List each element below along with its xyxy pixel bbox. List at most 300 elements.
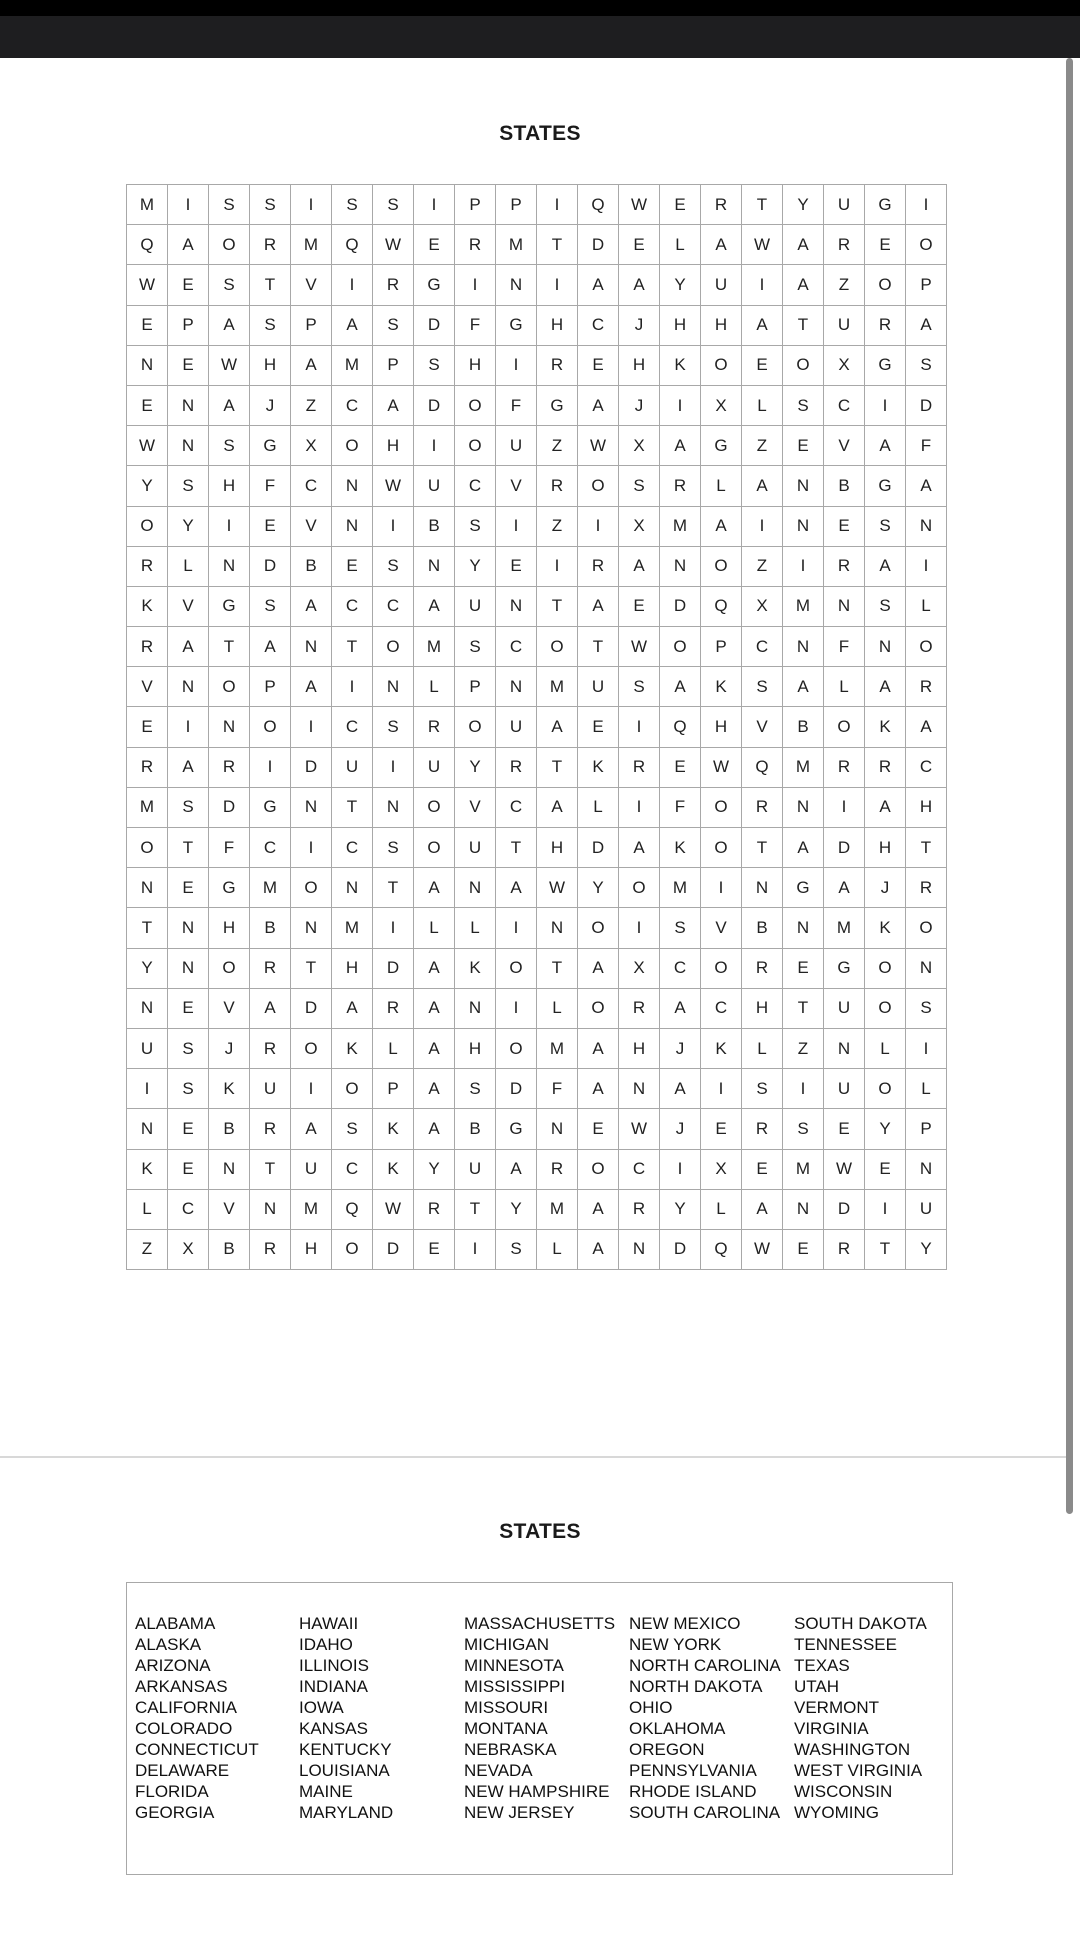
grid-cell: V (209, 1190, 250, 1230)
word-item: ALABAMA (135, 1614, 216, 1633)
word-item: WYOMING (794, 1803, 879, 1822)
grid-cell: Q (701, 587, 742, 627)
grid-cell: Z (742, 426, 783, 466)
grid-cell: R (537, 346, 578, 386)
grid-cell: F (906, 426, 947, 466)
grid-cell: I (619, 707, 660, 747)
grid-cell: O (701, 346, 742, 386)
grid-cell: N (537, 1109, 578, 1149)
grid-cell: N (496, 667, 537, 707)
grid-cell: R (373, 989, 414, 1029)
grid-cell: U (455, 828, 496, 868)
word-column (794, 1613, 927, 1823)
grid-cell: D (373, 1230, 414, 1270)
grid-cell: A (783, 667, 824, 707)
grid-cell: Y (127, 466, 168, 506)
grid-cell: I (742, 507, 783, 547)
grid-cell: I (250, 748, 291, 788)
grid-cell: A (373, 386, 414, 426)
grid-cell: T (742, 185, 783, 225)
grid-cell: I (496, 507, 537, 547)
grid-cell: I (537, 547, 578, 587)
grid-cell: G (865, 346, 906, 386)
grid-cell: R (250, 1109, 291, 1149)
word-item: SOUTH CAROLINA (629, 1803, 781, 1822)
grid-cell: T (537, 748, 578, 788)
grid-cell: A (619, 547, 660, 587)
grid-cell: L (906, 1069, 947, 1109)
grid-cell: Y (906, 1230, 947, 1270)
grid-cell: I (742, 265, 783, 305)
grid-cell: W (373, 466, 414, 506)
grid-cell: O (701, 547, 742, 587)
grid-cell: D (291, 989, 332, 1029)
grid-cell: E (742, 1150, 783, 1190)
grid-cell: W (578, 426, 619, 466)
grid-cell: P (373, 346, 414, 386)
grid-cell: E (168, 346, 209, 386)
grid-cell: N (209, 547, 250, 587)
grid-cell: A (578, 386, 619, 426)
grid-cell: S (906, 346, 947, 386)
grid-cell: N (496, 265, 537, 305)
grid-cell: E (578, 346, 619, 386)
grid-cell: H (455, 1029, 496, 1069)
grid-cell: N (291, 627, 332, 667)
grid-cell: M (496, 225, 537, 265)
puzzle-title: STATES (499, 122, 581, 145)
grid-cell: C (332, 707, 373, 747)
word-item: GEORGIA (135, 1803, 215, 1822)
grid-cell: O (906, 627, 947, 667)
word-item: MISSOURI (464, 1698, 549, 1717)
grid-cell: X (742, 587, 783, 627)
grid-cell: S (332, 1109, 373, 1149)
grid-cell: W (824, 1150, 865, 1190)
grid-cell: S (373, 828, 414, 868)
grid-cell: A (578, 949, 619, 989)
grid-cell: R (619, 989, 660, 1029)
grid-cell: I (619, 908, 660, 948)
grid-cell: E (168, 265, 209, 305)
grid-cell: I (496, 346, 537, 386)
grid-cell: C (660, 949, 701, 989)
grid-cell: S (455, 627, 496, 667)
grid-cell: D (209, 788, 250, 828)
grid-cell: P (906, 265, 947, 305)
grid-cell: S (373, 306, 414, 346)
grid-cell: A (414, 949, 455, 989)
word-item: MISSISSIPPI (464, 1677, 566, 1696)
grid-cell: O (865, 265, 906, 305)
grid-cell: O (824, 707, 865, 747)
grid-cell: O (660, 627, 701, 667)
grid-cell: W (619, 1109, 660, 1149)
grid-cell: R (250, 949, 291, 989)
grid-cell: R (250, 225, 291, 265)
grid-cell: L (455, 908, 496, 948)
word-item: NEW YORK (629, 1635, 722, 1654)
grid-cell: W (209, 346, 250, 386)
grid-cell: O (906, 908, 947, 948)
grid-cell: N (414, 547, 455, 587)
grid-cell: S (373, 547, 414, 587)
grid-cell: O (209, 225, 250, 265)
grid-cell: O (578, 989, 619, 1029)
grid-cell: R (496, 748, 537, 788)
grid-cell: C (332, 828, 373, 868)
grid-cell: N (168, 386, 209, 426)
grid-cell: J (660, 1029, 701, 1069)
grid-cell: S (373, 707, 414, 747)
word-column (299, 1613, 393, 1823)
grid-cell: E (824, 1109, 865, 1149)
grid-cell: S (455, 507, 496, 547)
grid-cell: W (373, 1190, 414, 1230)
grid-cell: N (332, 868, 373, 908)
grid-cell: U (414, 466, 455, 506)
grid-cell: N (127, 868, 168, 908)
grid-cell: V (291, 507, 332, 547)
grid-cell: A (414, 587, 455, 627)
word-item: NEVADA (464, 1761, 533, 1780)
grid-cell: N (783, 507, 824, 547)
grid-cell: S (455, 1069, 496, 1109)
grid-cell: C (455, 466, 496, 506)
grid-cell: I (906, 547, 947, 587)
vertical-scrollbar[interactable] (1066, 58, 1073, 1514)
grid-cell: W (742, 225, 783, 265)
grid-cell: P (250, 667, 291, 707)
grid-cell: W (127, 265, 168, 305)
grid-cell: E (578, 1109, 619, 1149)
grid-cell: H (291, 1230, 332, 1270)
grid-cell: S (250, 306, 291, 346)
grid-cell: N (824, 1029, 865, 1069)
grid-cell: C (742, 627, 783, 667)
word-item: WISCONSIN (794, 1782, 893, 1801)
grid-cell: P (906, 1109, 947, 1149)
grid-cell: A (332, 306, 373, 346)
grid-cell: Y (414, 1150, 455, 1190)
grid-cell: C (824, 386, 865, 426)
grid-cell: Q (660, 707, 701, 747)
grid-cell: N (332, 466, 373, 506)
grid-cell: I (291, 185, 332, 225)
grid-cell: A (906, 707, 947, 747)
grid-cell: O (578, 466, 619, 506)
grid-cell: F (824, 627, 865, 667)
grid-cell: S (865, 587, 906, 627)
grid-cell: A (414, 1069, 455, 1109)
grid-cell: O (291, 868, 332, 908)
grid-cell: S (209, 265, 250, 305)
grid-cell: D (906, 386, 947, 426)
grid-cell: C (332, 386, 373, 426)
grid-cell: Y (168, 507, 209, 547)
grid-cell: A (250, 989, 291, 1029)
grid-cell: R (660, 466, 701, 506)
grid-cell: H (537, 306, 578, 346)
grid-cell: N (127, 1109, 168, 1149)
grid-cell: Z (742, 547, 783, 587)
grid-cell: R (742, 1109, 783, 1149)
grid-cell: N (537, 908, 578, 948)
grid-cell: E (783, 1230, 824, 1270)
grid-cell: J (660, 1109, 701, 1149)
grid-cell: H (250, 346, 291, 386)
grid-cell: R (619, 748, 660, 788)
grid-cell: Z (824, 265, 865, 305)
grid-cell: B (414, 507, 455, 547)
grid-cell: G (537, 386, 578, 426)
grid-cell: T (865, 1230, 906, 1270)
grid-cell: R (619, 1190, 660, 1230)
grid-cell: X (824, 346, 865, 386)
grid-cell: I (619, 788, 660, 828)
grid-cell: O (414, 788, 455, 828)
grid-cell: O (496, 949, 537, 989)
grid-cell: Y (578, 868, 619, 908)
grid-cell: A (168, 627, 209, 667)
grid-cell: N (168, 908, 209, 948)
grid-cell: E (168, 989, 209, 1029)
grid-cell: R (578, 547, 619, 587)
word-item: NORTH CAROLINA (629, 1656, 781, 1675)
grid-cell: A (619, 265, 660, 305)
grid-cell: N (824, 587, 865, 627)
grid-cell: H (455, 346, 496, 386)
grid-cell: G (701, 426, 742, 466)
grid-cell: P (455, 667, 496, 707)
grid-cell: K (701, 667, 742, 707)
grid-cell: D (660, 587, 701, 627)
grid-cell: Y (496, 1190, 537, 1230)
grid-cell: L (742, 386, 783, 426)
grid-cell: K (865, 908, 906, 948)
grid-cell: O (455, 386, 496, 426)
grid-cell: U (824, 1069, 865, 1109)
grid-cell: R (414, 1190, 455, 1230)
grid-cell: I (865, 386, 906, 426)
grid-cell: R (455, 225, 496, 265)
grid-cell: R (742, 949, 783, 989)
grid-cell: R (250, 1230, 291, 1270)
grid-cell: S (660, 908, 701, 948)
grid-cell: C (578, 306, 619, 346)
grid-cell: T (906, 828, 947, 868)
grid-cell: S (742, 667, 783, 707)
grid-cell: O (455, 426, 496, 466)
grid-cell: J (619, 386, 660, 426)
grid-cell: M (127, 185, 168, 225)
grid-cell: E (168, 1150, 209, 1190)
grid-cell: A (496, 868, 537, 908)
grid-cell: D (414, 386, 455, 426)
grid-cell: Y (660, 265, 701, 305)
grid-cell: H (865, 828, 906, 868)
grid-cell: O (414, 828, 455, 868)
grid-cell: P (701, 627, 742, 667)
grid-cell: S (783, 386, 824, 426)
grid-cell: B (291, 547, 332, 587)
grid-cell: C (496, 788, 537, 828)
grid-cell: O (865, 949, 906, 989)
grid-cell: R (414, 707, 455, 747)
grid-cell: A (906, 466, 947, 506)
grid-cell: U (332, 748, 373, 788)
grid-cell: I (496, 989, 537, 1029)
grid-cell: R (906, 667, 947, 707)
grid-cell: D (824, 828, 865, 868)
grid-cell: L (578, 788, 619, 828)
grid-cell: S (332, 185, 373, 225)
grid-cell: R (373, 265, 414, 305)
word-item: VIRGINIA (794, 1719, 869, 1738)
grid-cell: U (906, 1190, 947, 1230)
grid-cell: O (619, 868, 660, 908)
word-item: ALASKA (135, 1635, 202, 1654)
grid-cell: K (660, 346, 701, 386)
grid-cell: C (906, 748, 947, 788)
grid-cell: E (127, 306, 168, 346)
grid-cell: M (291, 1190, 332, 1230)
grid-cell: W (742, 1230, 783, 1270)
grid-cell: O (455, 707, 496, 747)
grid-cell: A (414, 1029, 455, 1069)
word-item: COLORADO (135, 1719, 233, 1738)
grid-cell: N (742, 868, 783, 908)
grid-cell: R (906, 868, 947, 908)
grid-cell: A (578, 265, 619, 305)
grid-cell: A (783, 225, 824, 265)
grid-cell: O (496, 1029, 537, 1069)
grid-cell: U (127, 1029, 168, 1069)
grid-cell: O (127, 507, 168, 547)
grid-cell: I (291, 707, 332, 747)
grid-cell: S (906, 989, 947, 1029)
grid-cell: C (619, 1150, 660, 1190)
grid-cell: B (824, 466, 865, 506)
grid-cell: Y (660, 1190, 701, 1230)
word-item: DELAWARE (135, 1761, 230, 1780)
grid-cell: N (619, 1230, 660, 1270)
grid-cell: Z (127, 1230, 168, 1270)
grid-cell: A (168, 748, 209, 788)
grid-cell: E (414, 1230, 455, 1270)
grid-cell: S (168, 466, 209, 506)
grid-cell: F (250, 466, 291, 506)
grid-cell: D (291, 748, 332, 788)
grid-cell: A (578, 1029, 619, 1069)
grid-cell: J (865, 868, 906, 908)
grid-cell: L (127, 1190, 168, 1230)
grid-cell: E (865, 1150, 906, 1190)
grid-cell: N (250, 1190, 291, 1230)
grid-cell: H (742, 989, 783, 1029)
grid-cell: I (783, 547, 824, 587)
grid-cell: M (537, 1029, 578, 1069)
grid-cell: U (578, 667, 619, 707)
grid-cell: E (783, 426, 824, 466)
grid-cell: D (824, 1190, 865, 1230)
grid-cell: N (619, 1069, 660, 1109)
grid-cell: U (455, 1150, 496, 1190)
grid-cell: E (250, 507, 291, 547)
grid-cell: V (209, 989, 250, 1029)
grid-cell: G (250, 788, 291, 828)
grid-cell: S (619, 466, 660, 506)
grid-cell: A (865, 667, 906, 707)
grid-cell: R (865, 748, 906, 788)
grid-cell: S (250, 185, 291, 225)
grid-cell: U (414, 748, 455, 788)
grid-cell: D (373, 949, 414, 989)
grid-cell: O (209, 667, 250, 707)
word-list-title: STATES (499, 1520, 581, 1543)
grid-cell: M (414, 627, 455, 667)
grid-cell: N (455, 868, 496, 908)
grid-cell: G (250, 426, 291, 466)
word-item: MICHIGAN (464, 1635, 549, 1654)
grid-cell: S (209, 185, 250, 225)
grid-cell: M (291, 225, 332, 265)
grid-cell: H (619, 346, 660, 386)
grid-cell: C (250, 828, 291, 868)
grid-cell: K (701, 1029, 742, 1069)
grid-cell: H (209, 908, 250, 948)
word-item: CONNECTICUT (135, 1740, 259, 1759)
grid-cell: X (168, 1230, 209, 1270)
grid-cell: X (291, 426, 332, 466)
word-item: FLORIDA (135, 1782, 209, 1801)
grid-cell: M (660, 507, 701, 547)
grid-cell: D (250, 547, 291, 587)
grid-cell: S (496, 1230, 537, 1270)
grid-cell: I (291, 1069, 332, 1109)
grid-cell: R (127, 748, 168, 788)
grid-cell: R (742, 788, 783, 828)
word-item: MONTANA (464, 1719, 548, 1738)
grid-cell: E (168, 1109, 209, 1149)
grid-cell: L (414, 667, 455, 707)
grid-cell: I (373, 748, 414, 788)
grid-cell: L (537, 1230, 578, 1270)
grid-cell: C (701, 989, 742, 1029)
grid-cell: A (496, 1150, 537, 1190)
grid-cell: I (906, 185, 947, 225)
grid-cell: A (578, 1190, 619, 1230)
grid-cell: G (865, 466, 906, 506)
grid-cell: L (701, 466, 742, 506)
grid-cell: I (701, 1069, 742, 1109)
grid-cell: M (250, 868, 291, 908)
grid-cell: Q (742, 748, 783, 788)
grid-cell: A (332, 989, 373, 1029)
grid-cell: K (127, 1150, 168, 1190)
grid-cell: D (660, 1230, 701, 1270)
grid-cell: R (824, 547, 865, 587)
grid-cell: O (578, 1150, 619, 1190)
grid-cell: T (496, 828, 537, 868)
grid-cell: Q (127, 225, 168, 265)
grid-cell: B (455, 1109, 496, 1149)
grid-cell: O (701, 788, 742, 828)
grid-cell: K (209, 1069, 250, 1109)
grid-cell: A (578, 587, 619, 627)
grid-cell: F (455, 306, 496, 346)
grid-cell: P (373, 1069, 414, 1109)
